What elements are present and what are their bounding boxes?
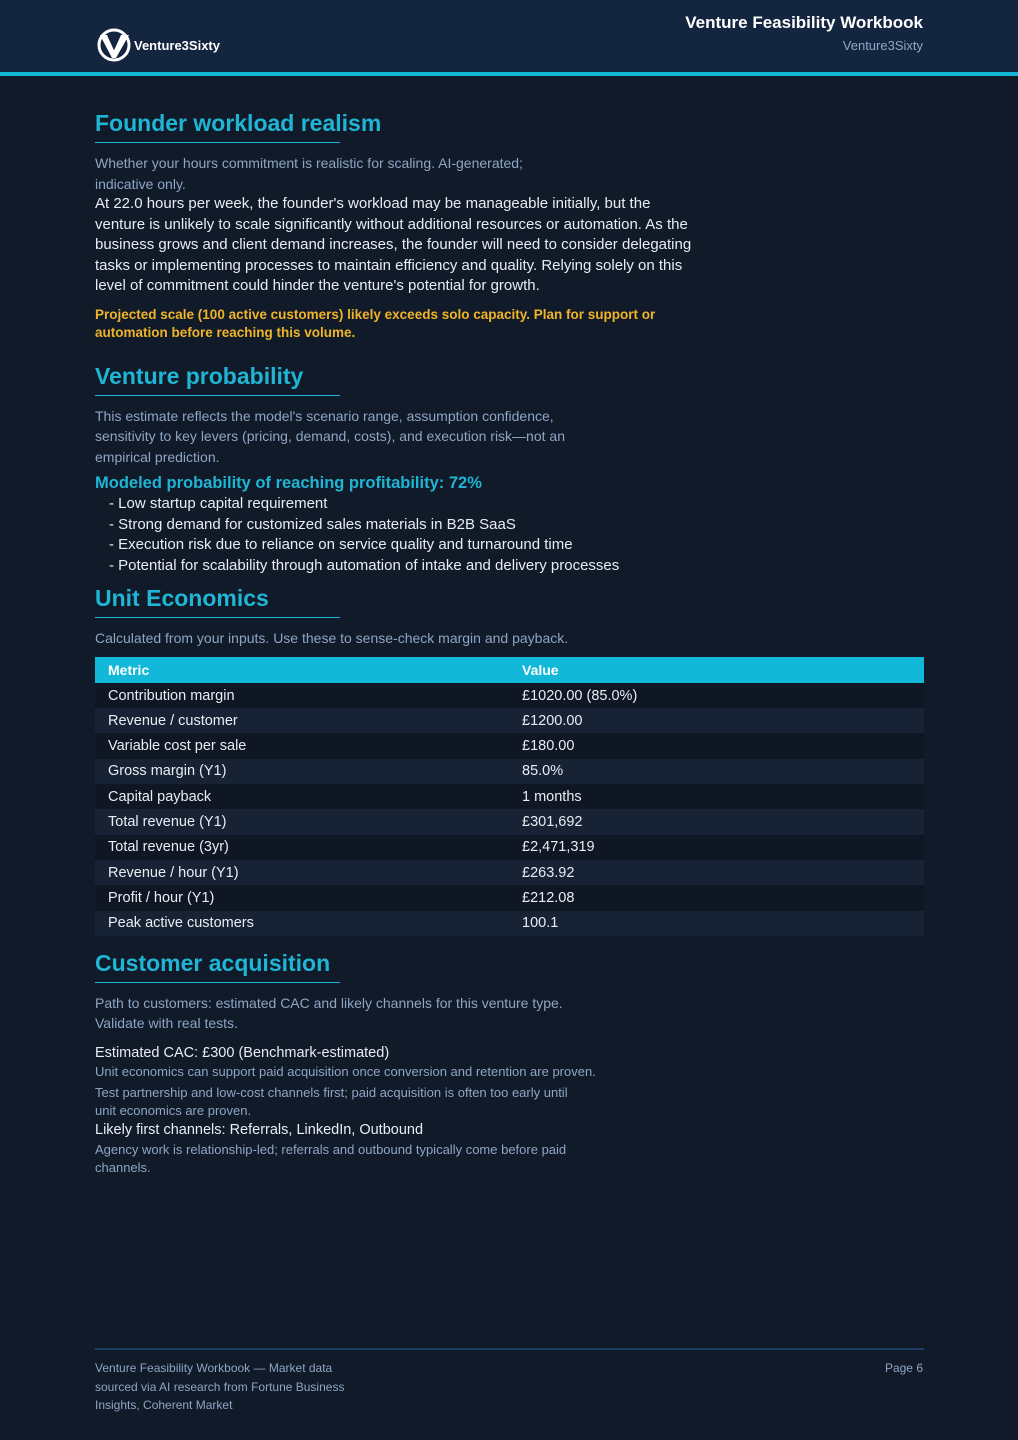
metric-cell: Capital payback [95, 784, 509, 809]
metric-cell: Contribution margin [95, 683, 509, 708]
table-row [95, 759, 924, 784]
workload-warning: Projected scale (100 active customers) likely exceeds solo capacity. Plan for support or automation before reaching this volume. [95, 306, 656, 340]
list-item: - Potential for scalability through automation of intake and delivery processes [109, 556, 620, 574]
probability-intro: This estimate reflects the model's scenario range, assumption confidence, sensitivity to key levers (pricing, demand, costs), and execution risk—not an empirical prediction. [95, 407, 565, 465]
value-cell: 1 months [509, 784, 924, 809]
brand-logo [96, 28, 220, 62]
table-header-row [95, 657, 924, 683]
table-row [95, 708, 924, 733]
unit-economics-heading: Unit Economics [95, 585, 269, 612]
section-divider [95, 395, 340, 396]
workload-intro: Whether your hours commitment is realistic for scaling. AI-generated; indicative only. [95, 155, 523, 192]
document-brand: Venture3Sixty [842, 38, 923, 53]
acquisition-heading: Customer acquisition [95, 949, 331, 976]
value-cell: £1200.00 [509, 708, 924, 733]
list-item: - Low startup capital requirement [109, 495, 328, 512]
value-cell: 100.1 [509, 911, 924, 936]
likely-channels: Likely first channels: Referrals, LinkedIn, Outbound [95, 1122, 424, 1139]
value-cell: £301,692 [509, 809, 924, 834]
value-cell: 85.0% [509, 759, 924, 784]
metric-cell: Revenue / customer [95, 708, 509, 733]
acquisition-note-test: Test partnership and low-cost channels first; paid acquisition is often too early until unit economics are proven. [95, 1085, 568, 1119]
section-divider [95, 617, 340, 618]
column-header-value: Value [509, 657, 924, 683]
metric-cell: Gross margin (Y1) [95, 759, 509, 784]
unit-economics-table [95, 657, 924, 936]
metric-cell: Revenue / hour (Y1) [95, 860, 509, 885]
metric-cell: Total revenue (3yr) [95, 835, 509, 860]
probability-heading: Venture probability [95, 362, 304, 389]
table-row [95, 860, 924, 885]
table-row [95, 911, 924, 936]
metric-cell: Profit / hour (Y1) [95, 885, 509, 910]
metric-cell: Peak active customers [95, 911, 509, 936]
list-item: - Execution risk due to reliance on service quality and turnaround time [109, 536, 573, 554]
main-content [95, 108, 924, 1177]
probability-factors [95, 494, 924, 576]
metric-cell: Total revenue (Y1) [95, 809, 509, 834]
workload-heading: Founder workload realism [95, 110, 382, 136]
acquisition-intro: Path to customers: estimated CAC and likely channels for this venture type. Validate with real tests. [95, 994, 563, 1032]
footer-divider [95, 1348, 924, 1350]
value-cell: £180.00 [509, 733, 924, 758]
probability-headline: Modeled probability of reaching profitability: 72% [95, 474, 482, 492]
document-title: Venture Feasibility Workbook [685, 13, 923, 32]
table-row [95, 885, 924, 910]
acquisition-note-agency: Agency work is relationship-led; referrals and outbound typically come before paid channels. [95, 1141, 567, 1175]
table-row [95, 683, 924, 708]
table-row [95, 835, 924, 860]
page-number: Page 6 [884, 1361, 923, 1375]
logo-text: Venture3Sixty [134, 37, 220, 53]
page-header [0, 0, 1018, 76]
table-row [95, 733, 924, 758]
table-row [95, 809, 924, 834]
section-divider [95, 982, 340, 983]
value-cell: £2,471,319 [509, 835, 924, 860]
acquisition-note-paid: Unit economics can support paid acquisition once conversion and retention are proven. [95, 1064, 596, 1080]
value-cell: £212.08 [509, 885, 924, 910]
metric-cell: Variable cost per sale [95, 733, 509, 758]
workload-body: At 22.0 hours per week, the founder's workload may be manageable initially, but the venture is unlikely to scale significantly without additional resources or automation. As the business grows and client demand increases, the founder will need to consider delegating tasks or implementing processes to maintain efficiency and quality. Relying solely on this level of commitment could hinder the venture's potential for growth. [95, 195, 692, 294]
footer-source-note: Venture Feasibility Workbook — Market data sourced via AI research from Fortune Business Insights, Coherent Market [95, 1361, 345, 1412]
section-divider [95, 142, 340, 143]
value-cell: £1020.00 (85.0%) [509, 683, 924, 708]
value-cell: £263.92 [509, 860, 924, 885]
table-row [95, 784, 924, 809]
column-header-metric: Metric [95, 657, 509, 683]
unit-economics-intro: Calculated from your inputs. Use these to sense-check margin and payback. [95, 630, 569, 647]
venture3sixty-logo-icon [96, 28, 132, 62]
list-item: - Strong demand for customized sales materials in B2B SaaS [109, 515, 516, 533]
estimated-cac: Estimated CAC: £300 (Benchmark-estimated) [95, 1044, 390, 1061]
